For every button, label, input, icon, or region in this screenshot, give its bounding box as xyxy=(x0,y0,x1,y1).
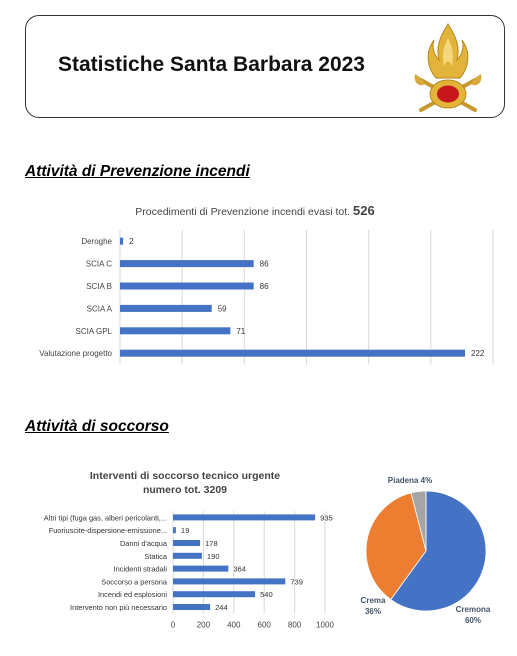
pie-label: Cremona xyxy=(455,605,491,614)
fire-brigade-emblem-icon xyxy=(409,20,487,116)
bar xyxy=(120,327,230,334)
tick-label: 800 xyxy=(287,620,302,630)
bar xyxy=(120,283,254,290)
pie-label: Crema xyxy=(360,596,386,605)
bar xyxy=(120,260,254,267)
data-label: 739 xyxy=(290,577,303,587)
category-label: Statica xyxy=(144,551,167,561)
bar xyxy=(173,540,200,546)
category-label: SCIA GPL xyxy=(75,326,112,336)
category-label: SCIA B xyxy=(86,282,112,291)
category-label: Soccorso a persona xyxy=(101,577,167,587)
category-label: Danni d'acqua xyxy=(119,539,167,548)
pie-label: Piadena 4% xyxy=(387,476,433,485)
chart-title: Procedimenti di Prevenzione incendi evasi tot. 526 xyxy=(135,203,375,218)
tick-label: 0 xyxy=(170,620,176,630)
tick-label: 1000 xyxy=(316,620,334,630)
data-label: 19 xyxy=(180,526,190,536)
bar xyxy=(173,527,176,533)
pie-percent: 60% xyxy=(464,616,482,625)
bar xyxy=(120,350,465,357)
prevention-bar-chart xyxy=(0,195,517,375)
data-label: 190 xyxy=(206,551,220,561)
category-label: Fuoriuscite-dispersione-emissione... xyxy=(48,526,167,536)
data-label: 540 xyxy=(260,590,273,600)
data-label: 178 xyxy=(205,539,218,548)
bar xyxy=(120,238,123,245)
category-label: SCIA C xyxy=(85,259,112,269)
data-label: 222 xyxy=(471,349,485,359)
category-label: SCIA A xyxy=(86,304,112,314)
category-label: Incendi ed esplosioni xyxy=(97,590,167,600)
tick-label: 600 xyxy=(257,620,271,630)
chart-title: Interventi di soccorso tecnico urgente xyxy=(89,470,281,482)
category-label: Altri tipi (fuga gas, alberi pericolanti,... xyxy=(43,513,167,523)
header-box xyxy=(25,15,505,118)
bar xyxy=(173,578,285,584)
data-label: 935 xyxy=(320,513,333,523)
data-label: 364 xyxy=(233,564,246,574)
data-label: 86 xyxy=(259,259,269,269)
tick-label: 200 xyxy=(196,620,211,630)
district-pie-chart xyxy=(355,470,515,640)
pie-percent: 36% xyxy=(364,607,382,616)
bar xyxy=(173,566,228,572)
data-label: 244 xyxy=(215,603,228,612)
bar xyxy=(120,305,212,312)
data-label: 59 xyxy=(217,304,227,314)
data-label: 2 xyxy=(129,237,134,247)
bar xyxy=(173,553,202,559)
bar xyxy=(173,514,315,520)
tick-label: 400 xyxy=(227,620,241,630)
bar xyxy=(173,604,210,610)
prevention-section-title: Attività di Prevenzione incendi xyxy=(25,163,250,180)
page-title: Statistiche Santa Barbara 2023 xyxy=(58,53,365,76)
data-label: 86 xyxy=(259,282,269,291)
data-label: 71 xyxy=(236,326,246,336)
chart-title: numero tot. 3209 xyxy=(142,484,228,496)
category-label: Intervento non più necessario xyxy=(70,603,167,612)
rescue-section-title: Attività di soccorso xyxy=(25,418,169,435)
category-label: Deroghe xyxy=(81,237,112,247)
bar xyxy=(173,591,255,597)
rescue-bar-chart xyxy=(0,466,360,646)
category-label: Incidenti stradali xyxy=(113,564,167,574)
category-label: Valutazione progetto xyxy=(39,349,112,359)
